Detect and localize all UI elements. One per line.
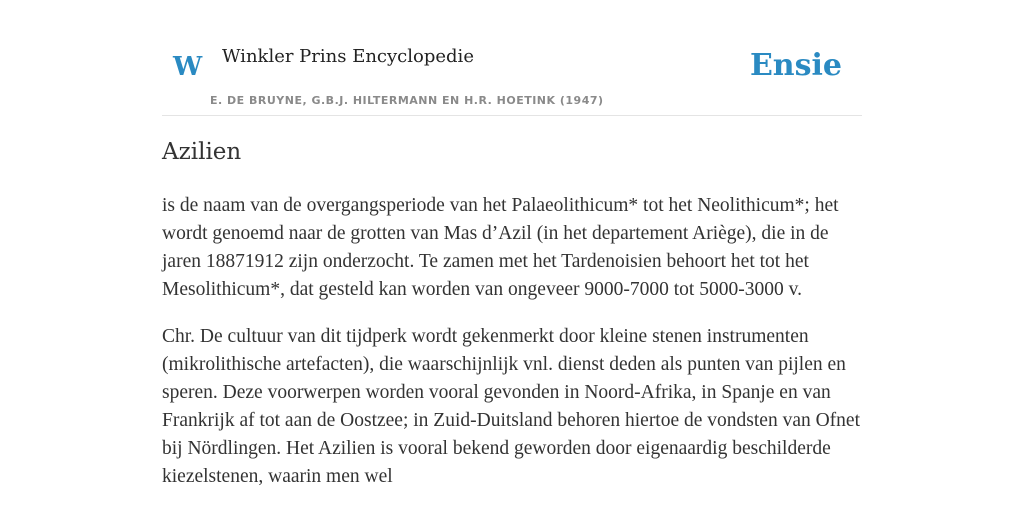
source-logo[interactable]: W: [173, 52, 203, 82]
article-paragraph: is de naam van de overgangsperiode van het Palaeolithicum* tot het Neolithicum*; het wordt genoemd naar de grotten van Mas d’Azil (in het departement Ariège), die in de jaren 18871912 zijn onderzocht. Te zamen met het Tardenoisien behoort het tot het Mesolithicum*, dat gesteld kan worden van ongeveer 9000-7000 tot 5000-3000 v.: [162, 194, 839, 300]
source-title[interactable]: Winkler Prins Encyclopedie: [222, 46, 474, 67]
article-title: Azilien: [162, 139, 242, 165]
brand-logo-link[interactable]: Ensie: [749, 48, 842, 83]
source-header: [162, 40, 862, 116]
article: [162, 138, 867, 491]
article-paragraph: Chr. De cultuur van dit tijdperk wordt gekenmerkt door kleine stenen instrumenten (mikrolithische artefacten), die waarschijnlijk vnl. dienst deden als punten van pijlen en speren. Deze voorwerpen worden vooral gevonden in Noord-Afrika, in Spanje en van Frankrijk af tot aan de Oostzee; in Zuid-Duitsland behoren hiertoe de vondsten van Ofnet bij Nördlingen. Het Azilien is vooral bekend geworden door eigenaardig beschilderde kiezelstenen, waarin men wel: [162, 325, 861, 487]
source-authors: E. DE BRUYNE, G.B.J. HILTERMANN EN H.R. HOETINK (1947): [210, 94, 604, 107]
